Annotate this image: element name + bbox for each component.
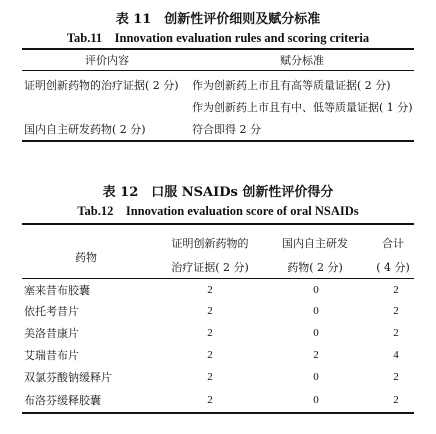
table12-row-total: 2 (393, 284, 399, 296)
table11-top-rule (22, 48, 414, 50)
table12-row-total: 4 (393, 349, 399, 361)
table12-title-en: Tab.12 Innovation evaluation score of oral NSAIDs (77, 204, 359, 218)
table12-row-evidence: 2 (207, 371, 213, 383)
table12-row-evidence: 2 (207, 349, 213, 361)
table11-row1-criteria: 作为创新药上市且有高等质量证据( 2 分) (192, 79, 391, 92)
table11-bottom-rule (22, 140, 414, 142)
table12-header-drug: 药物 (75, 251, 97, 264)
table12-row-total: 2 (393, 371, 399, 383)
table11-title-cn: 表 11 创新性评价细则及赋分标准 (115, 12, 321, 27)
table12-header-domestic-2: 药物( 2 分) (287, 261, 343, 274)
table11-row1-content: 证明创新药物的治疗证据( 2 分) (24, 79, 179, 92)
table12-header-evidence-2: 治疗证据( 2 分) (171, 261, 249, 274)
table12-title-cn: 表 12 口服 NSAIDs 创新性评价得分 (102, 185, 334, 200)
table12-row-domestic: 0 (313, 371, 319, 383)
table12-header-total-2: ( 4 分) (376, 261, 410, 274)
table12-row-total: 2 (393, 394, 399, 406)
table12-bottom-rule (22, 412, 414, 414)
table12-row-domestic: 0 (313, 327, 319, 339)
table11-title-en: Tab.11 Innovation evaluation rules and scoring criteria (66, 31, 370, 45)
table12-row-total: 2 (393, 327, 399, 339)
table11-header-content: 评价内容 (85, 54, 129, 67)
table12-row-drug: 布洛芬缓释胶囊 (24, 394, 101, 407)
table12-row-domestic: 0 (313, 305, 319, 317)
table12-row-evidence: 2 (207, 305, 213, 317)
table11-row3-content: 国内自主研发药物( 2 分) (24, 123, 146, 136)
table11-row2-criteria: 作为创新药上市且有中、低等质量证据( 1 分) (192, 101, 413, 114)
table11-row3-criteria: 符合即得 2 分 (192, 123, 261, 136)
table12-row-drug: 塞来昔布胶囊 (24, 284, 90, 297)
table12-row-drug: 美洛昔康片 (24, 327, 79, 340)
table11-header-rule (22, 70, 414, 71)
table12-row-domestic: 0 (313, 394, 319, 406)
table12-row-domestic: 2 (313, 349, 319, 361)
table12-row-evidence: 2 (207, 327, 213, 339)
table12-header-total-1: 合计 (382, 237, 404, 250)
table12-row-evidence: 2 (207, 394, 213, 406)
table12-row-evidence: 2 (207, 284, 213, 296)
table12-row-drug: 双氯芬酸钠缓释片 (24, 371, 112, 384)
table12-row-domestic: 0 (313, 284, 319, 296)
table12-top-rule (22, 223, 414, 225)
table12-row-drug: 依托考昔片 (24, 305, 79, 318)
table12-header-domestic-1: 国内自主研发 (282, 237, 348, 250)
table12-header-rule (22, 278, 414, 279)
table12-row-total: 2 (393, 305, 399, 317)
table12-header-evidence-1: 证明创新药物的 (171, 237, 249, 250)
table12-row-drug: 艾瑞昔布片 (24, 349, 79, 362)
table11-header-criteria: 赋分标准 (280, 54, 324, 67)
